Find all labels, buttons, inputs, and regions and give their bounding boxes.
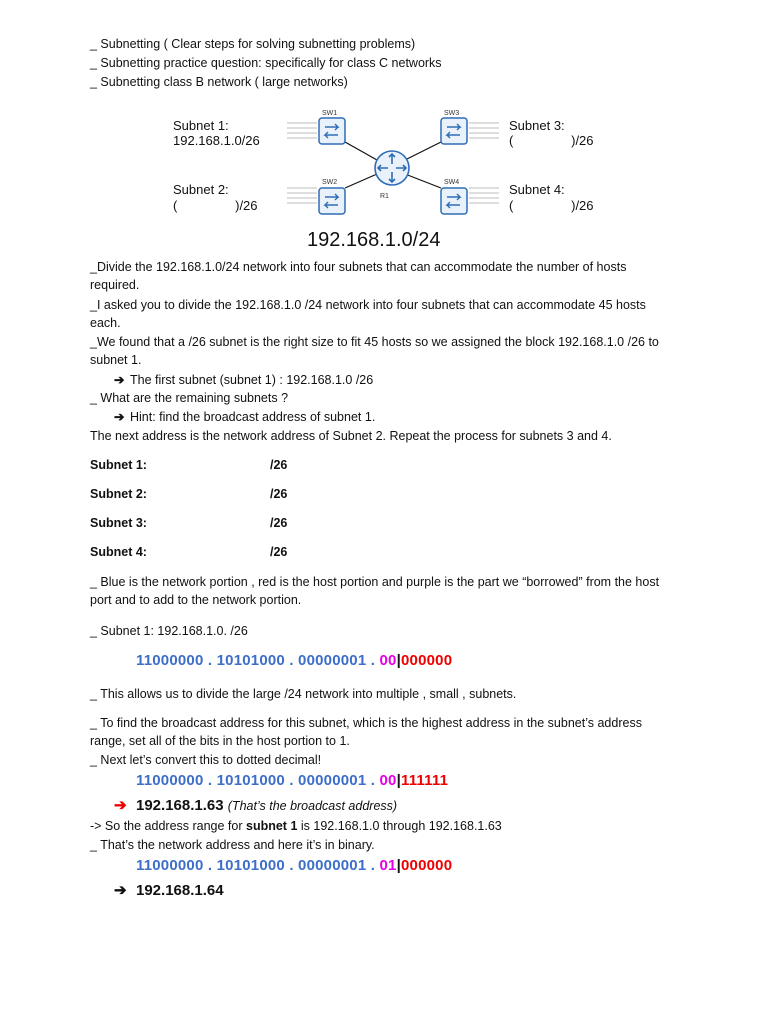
sw1-label: SW1 [322, 110, 338, 117]
binary-next-network [136, 857, 452, 874]
binary-separator: | [396, 652, 401, 669]
subnet1-label: Subnet 1: [173, 118, 229, 133]
subnet-row-label: Subnet 3: [90, 516, 147, 530]
binary-network-portion: 11000000 . 10101000 . 00000001 . [136, 857, 380, 874]
subnet4-label: Subnet 4: [509, 182, 565, 197]
switch-sw2-icon [319, 188, 345, 214]
arrow-icon: ➔ [114, 882, 127, 899]
switch-sw1-icon [319, 118, 345, 144]
range-pre: -> So the address range for [90, 819, 246, 833]
binary-host-portion: 000000 [401, 857, 453, 874]
switch-sw3-icon [441, 118, 467, 144]
sw3-label: SW3 [444, 110, 460, 117]
paragraph-found: _We found that a /26 subnet is the right size to fit 45 hosts so we assigned the block 192.168.1.0 /26 to subnet 1. [90, 335, 659, 367]
subnet2-value: ( )/26 [173, 198, 258, 213]
paragraph-binary-intro: _ That’s the network address and here it’s in binary. [90, 838, 375, 852]
range-bold: subnet 1 [246, 819, 298, 833]
bullet-first-subnet-text: The first subnet (subnet 1) : 192.168.1.0 /26 [130, 373, 374, 387]
subnet-row-suffix: /26 [270, 458, 288, 472]
paragraph-asked: _I asked you to divide the 192.168.1.0 /24 network into four subnets that can accommodate 45 hosts each. [90, 298, 646, 330]
sw2-label: SW2 [322, 179, 338, 186]
binary-separator: | [396, 772, 401, 789]
next-address-result [114, 881, 224, 899]
subnet-row-3 [90, 516, 288, 530]
broadcast-address: 192.168.1.63 [136, 797, 224, 814]
paragraph-broadcast: _ To find the broadcast address for this subnet, which is the highest address in the subnet’s address range, set all of the bits in the host portion to 1. [90, 716, 642, 748]
arrow-icon: ➔ [114, 410, 125, 424]
sw4-label: SW4 [444, 179, 460, 186]
binary-borrowed-portion: 00 [379, 652, 397, 669]
intro-line-3: _ Subnetting class B network ( large networks) [90, 75, 348, 89]
subnet3-value: ( )/26 [509, 133, 594, 148]
arrow-icon: ➔ [114, 373, 125, 387]
network-diagram [165, 104, 605, 252]
range-post: is 192.168.1.0 through 192.168.1.63 [297, 819, 502, 833]
router-r1-icon [375, 151, 409, 185]
red-arrow-icon: ➔ [114, 797, 127, 814]
binary-borrowed-portion: 00 [379, 772, 397, 789]
subnet3-label: Subnet 3: [509, 118, 565, 133]
paragraph-divide: _Divide the 192.168.1.0/24 network into four subnets that can accommodate the number of hosts required. [90, 260, 627, 292]
paragraph-convert: _ Next let’s convert this to dotted decimal! [90, 753, 322, 767]
question-remaining: _ What are the remaining subnets ? [90, 391, 289, 405]
network-label: 192.168.1.0/24 [307, 229, 441, 251]
subnet-row-suffix: /26 [270, 545, 288, 559]
binary-separator: | [396, 857, 401, 874]
subnet1-line: _ Subnet 1: 192.168.1.0. /26 [90, 624, 248, 638]
bullet-hint-text: Hint: find the broadcast address of subnet 1. [130, 410, 376, 424]
binary-network-portion: 11000000 . 10101000 . 00000001 . [136, 652, 380, 669]
binary-broadcast-address [136, 772, 448, 789]
bullet-hint [114, 408, 375, 426]
subnet-row-1 [90, 458, 288, 472]
paragraph-allows: _ This allows us to divide the large /24 network into multiple , small , subnets. [90, 687, 517, 701]
binary-network-address [136, 652, 452, 669]
binary-borrowed-portion: 01 [379, 857, 397, 874]
broadcast-result [114, 796, 397, 814]
next-address: 192.168.1.64 [136, 882, 224, 899]
bullet-first-subnet [114, 371, 373, 389]
range-line [90, 817, 502, 835]
paragraph-next: The next address is the network address of Subnet 2. Repeat the process for subnets 3 and 4. [90, 429, 612, 443]
router-label: R1 [380, 193, 389, 200]
binary-host-portion: 111111 [401, 772, 449, 789]
subnet-row-label: Subnet 1: [90, 458, 147, 472]
subnet-row-4 [90, 545, 288, 559]
subnet1-value: 192.168.1.0/26 [173, 133, 260, 148]
intro-line-1: _ Subnetting ( Clear steps for solving subnetting problems) [90, 37, 416, 51]
switch-sw4-icon [441, 188, 467, 214]
broadcast-note: (That’s the broadcast address) [227, 799, 398, 813]
subnet-row-2 [90, 487, 288, 501]
subnet-row-suffix: /26 [270, 487, 288, 501]
paragraph-color-note: _ Blue is the network portion , red is the host portion and purple is the part we “borrowed” from the host port and to add to the network portion. [90, 575, 660, 607]
binary-host-portion: 000000 [401, 652, 453, 669]
subnet-row-suffix: /26 [270, 516, 288, 530]
subnet4-value: ( )/26 [509, 198, 594, 213]
subnet2-label: Subnet 2: [173, 182, 229, 197]
subnet-row-label: Subnet 4: [90, 545, 147, 559]
intro-line-2: _ Subnetting practice question: specifically for class C networks [90, 56, 442, 70]
binary-network-portion: 11000000 . 10101000 . 00000001 . [136, 772, 380, 789]
subnet-row-label: Subnet 2: [90, 487, 147, 501]
